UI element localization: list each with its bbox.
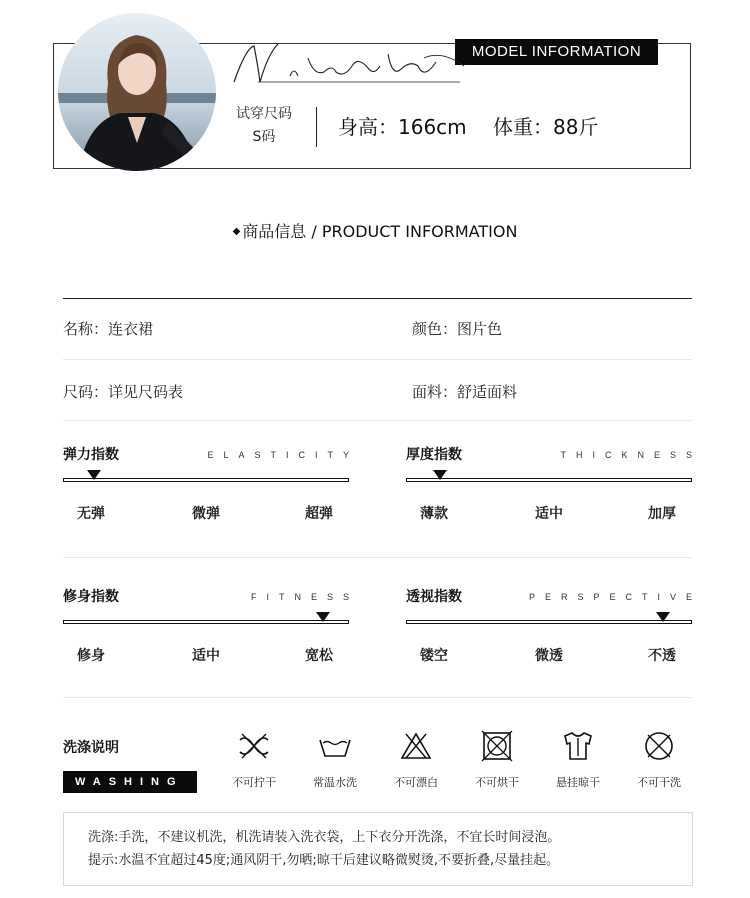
scale-title: 透视指数 <box>406 589 462 605</box>
scale-label: 微透 <box>535 648 563 664</box>
elasticity-scale <box>63 444 359 554</box>
scale-marker <box>316 612 330 622</box>
fitness-scale <box>63 586 359 696</box>
try-size-label: 试穿尺码 <box>236 106 292 122</box>
scale-label: 加厚 <box>648 506 676 522</box>
row-divider <box>63 359 692 360</box>
no-bleach-icon <box>398 728 434 764</box>
wash-item-hang-dry <box>538 728 618 798</box>
diamond-icon: ◆ <box>232 226 241 237</box>
scale-track <box>63 478 349 482</box>
info-name: 名称：连衣裙 <box>63 320 154 338</box>
wash-label: 不可烘干 <box>475 776 519 789</box>
model-divider <box>316 107 317 147</box>
model-information-tag: MODEL INFORMATION <box>455 39 658 65</box>
wash-label: 不可拧干 <box>232 776 276 789</box>
scale-marker <box>433 470 447 480</box>
info-color: 颜色：图片色 <box>412 320 503 338</box>
scale-label: 薄款 <box>420 506 448 522</box>
wash-label: 常温水洗 <box>313 776 357 789</box>
scale-label: 超弹 <box>305 506 333 522</box>
scale-title: 弹力指数 <box>63 447 119 463</box>
model-weight: 体重：88斤 <box>493 115 599 139</box>
scale-track <box>63 620 349 624</box>
signature-nicole <box>228 36 478 102</box>
row-divider <box>63 557 692 558</box>
scale-marker <box>87 470 101 480</box>
care-notes-box <box>63 812 693 886</box>
washing-title: 洗涤说明 <box>63 740 119 756</box>
scale-title: 厚度指数 <box>406 447 462 463</box>
scale-en-title: PERSPECTIVE <box>528 592 702 602</box>
model-stats <box>338 113 618 141</box>
scale-label: 适中 <box>535 506 563 522</box>
hang-dry-icon <box>560 728 596 764</box>
try-size-value: S码 <box>252 129 276 145</box>
scale-label: 微弹 <box>192 506 220 522</box>
info-size: 尺码：详见尺码表 <box>63 383 184 401</box>
no-tumble-dry-icon <box>479 728 515 764</box>
scale-label: 适中 <box>192 648 220 664</box>
scale-label: 修身 <box>77 648 105 664</box>
model-avatar <box>58 13 216 171</box>
scale-track <box>406 620 692 624</box>
wash-item-no-tumble-dry <box>457 728 537 798</box>
row-divider <box>63 420 692 421</box>
section-title: ◆ 商品信息 / PRODUCT INFORMATION <box>232 222 518 241</box>
info-fabric: 面料：舒适面料 <box>412 383 518 401</box>
scale-label: 宽松 <box>305 648 333 664</box>
wash-label: 不可漂白 <box>394 776 438 789</box>
scale-label: 镂空 <box>420 648 448 664</box>
wash-item-no-bleach <box>376 728 456 798</box>
scale-title: 修身指数 <box>63 589 119 605</box>
washing-badge: WASHING <box>63 771 197 793</box>
wash-item-no-dry-clean <box>619 728 699 798</box>
scale-track <box>406 478 692 482</box>
model-height: 身高：166cm <box>338 115 467 139</box>
row-divider <box>63 697 692 698</box>
no-dry-clean-icon <box>641 728 677 764</box>
scale-en-title: THICKNESS <box>560 450 702 460</box>
scale-marker <box>656 612 670 622</box>
section-rule <box>63 298 692 299</box>
wash-item-no-wring <box>214 728 294 798</box>
wash-label: 悬挂晾干 <box>556 776 600 789</box>
wash-label: 不可干洗 <box>637 776 681 789</box>
care-note-line: 洗涤:手洗，不建议机洗，机洗请装入洗衣袋，上下衣分开洗涤，不宜长时间浸泡。 <box>88 830 561 845</box>
thickness-scale <box>406 444 702 554</box>
warm-wash-icon <box>317 728 353 764</box>
care-note-line: 提示:水温不宜超过45度;通风阴干,勿晒;晾干后建议略微熨烫,不要折叠,尽量挂起。 <box>88 853 560 868</box>
scale-en-title: ELASTICITY <box>207 450 359 460</box>
no-wring-icon <box>236 728 272 764</box>
wash-item-warm-wash <box>295 728 375 798</box>
scale-label: 无弹 <box>77 506 105 522</box>
scale-en-title: FITNESS <box>250 592 359 602</box>
scale-label: 不透 <box>648 648 676 664</box>
perspective-scale <box>406 586 702 696</box>
